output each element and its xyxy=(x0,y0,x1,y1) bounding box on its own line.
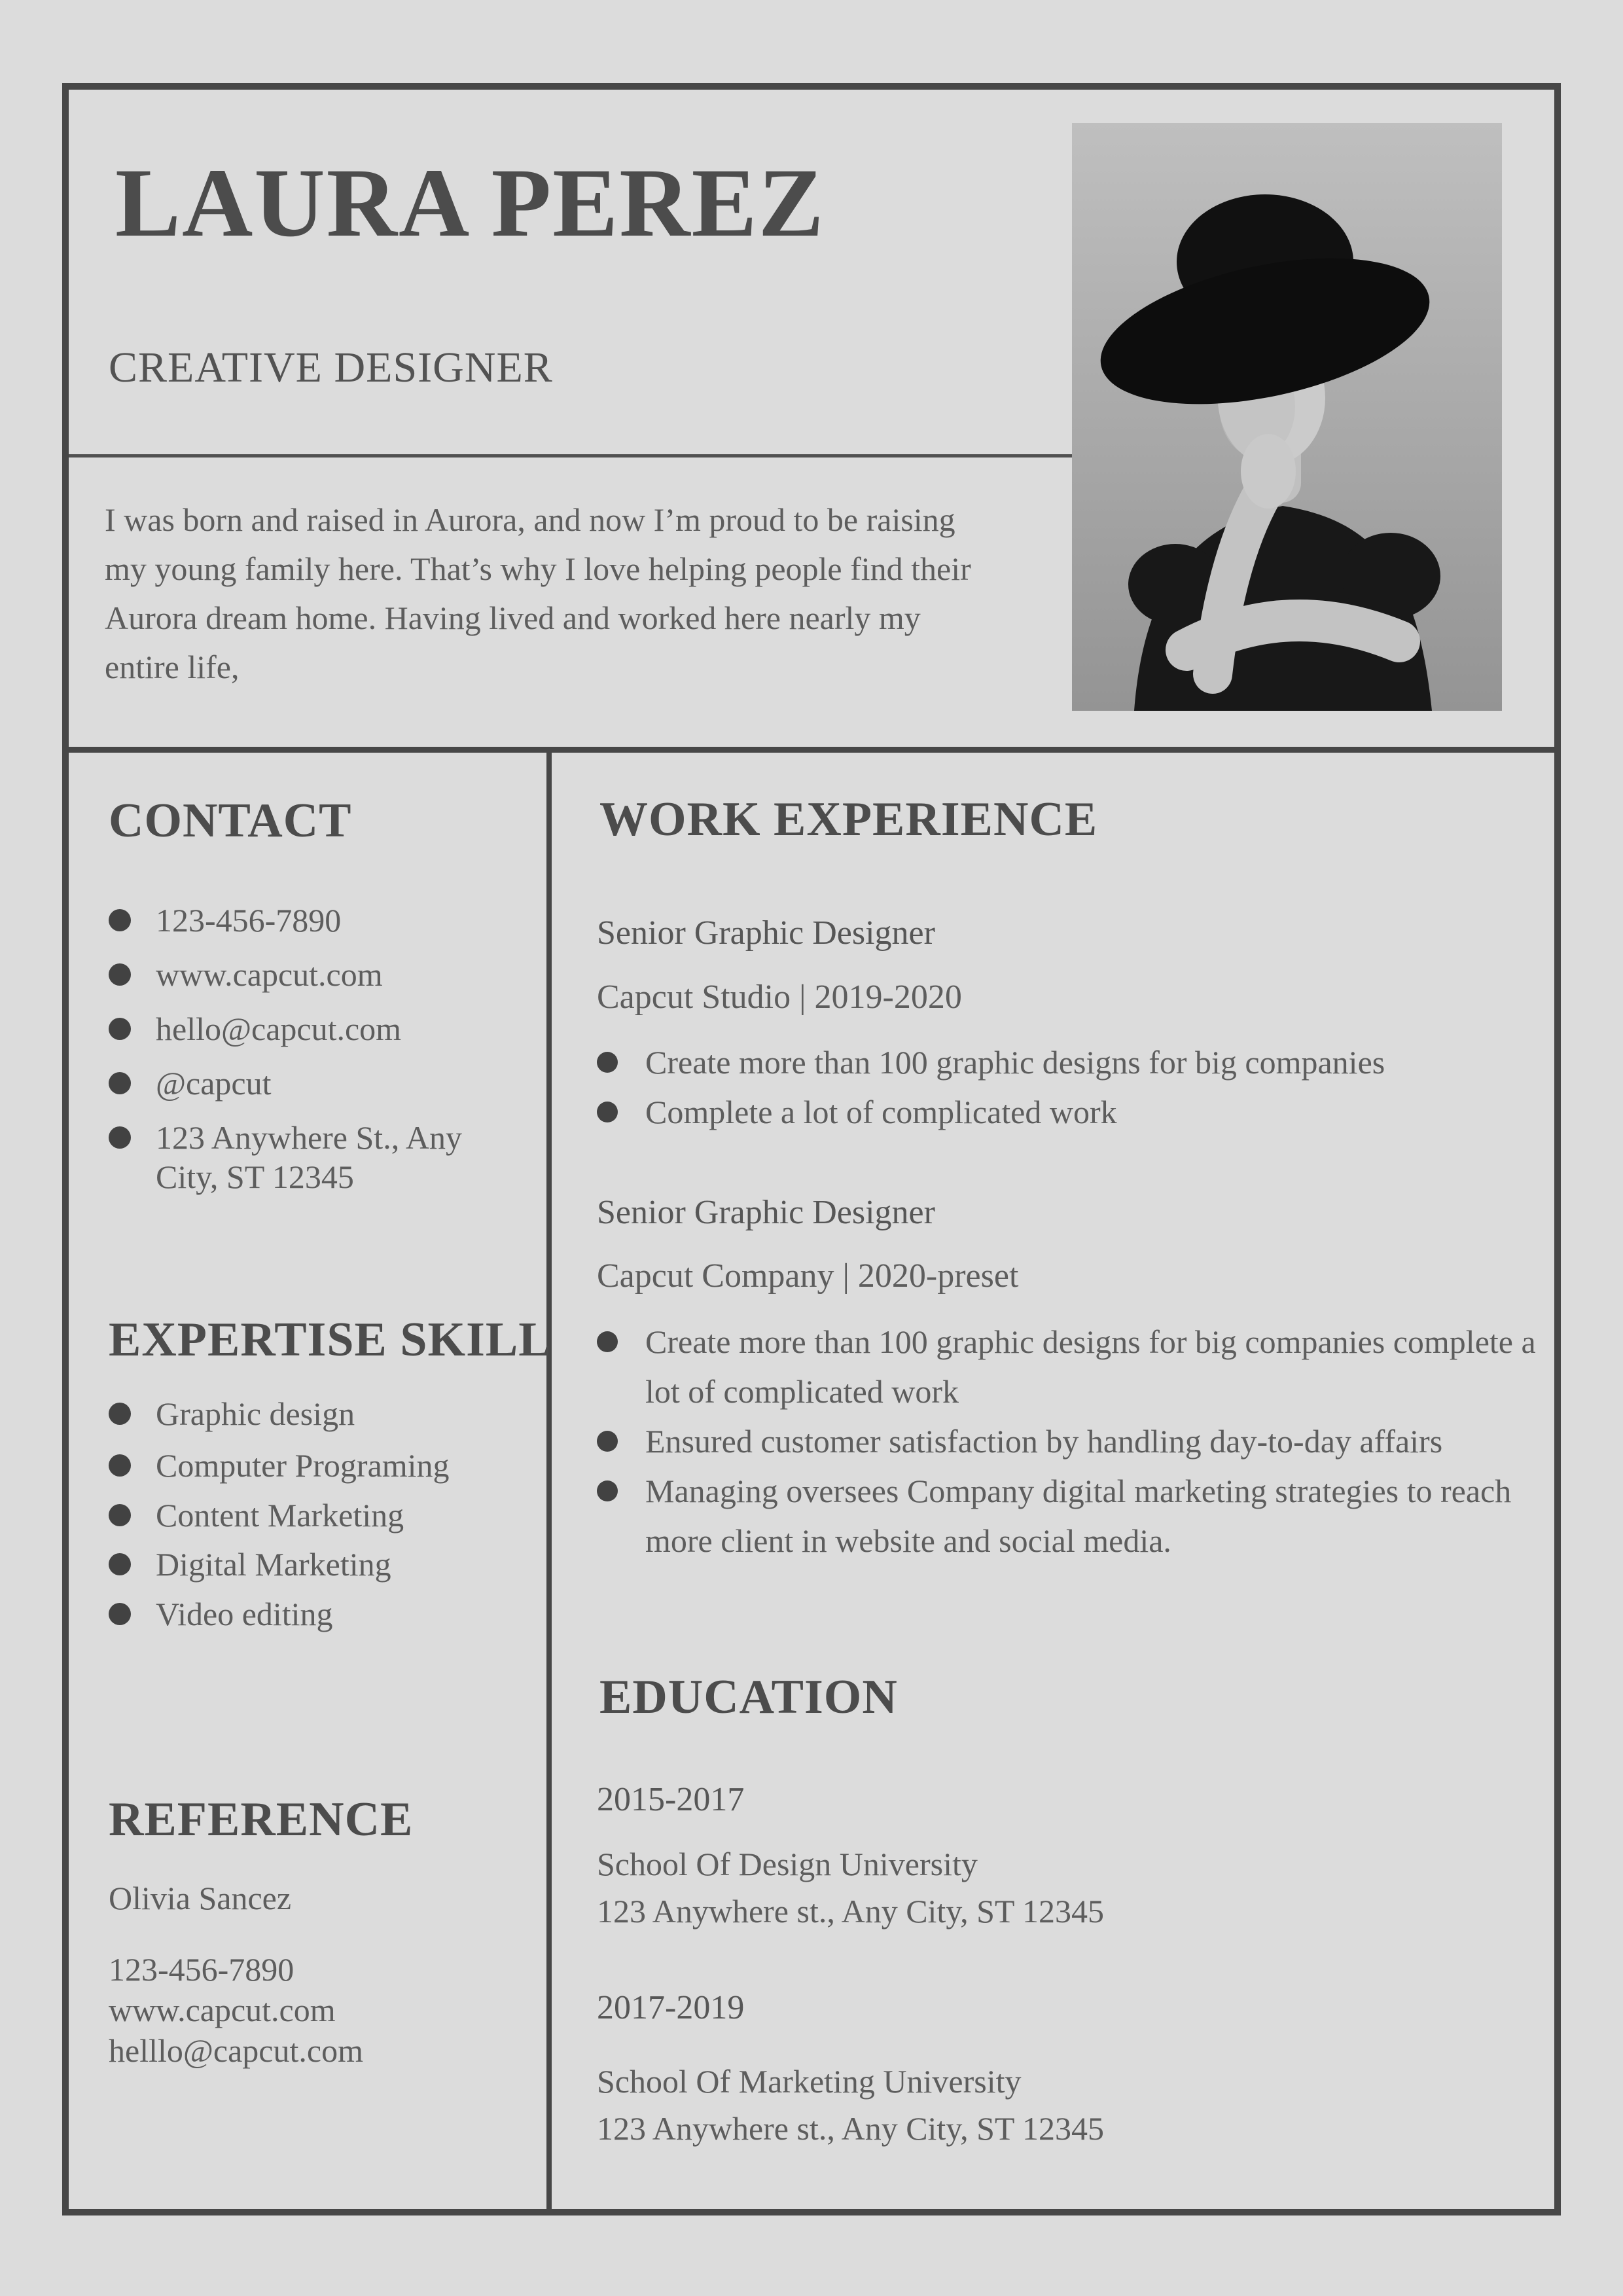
reference-email: helllo@capcut.com xyxy=(109,2032,363,2069)
reference-contact-block xyxy=(109,1949,363,2071)
skill-item-label: Computer Programing xyxy=(156,1447,450,1484)
contact-item-handle xyxy=(109,1064,272,1103)
job-bullet-text: Complete a lot of complicated work xyxy=(645,1094,1117,1130)
job-bullet-text: Create more than 100 graphic designs for big companies xyxy=(645,1044,1385,1081)
job-bullet-list xyxy=(597,1317,1539,1566)
skill-item-label: Video editing xyxy=(156,1596,333,1632)
skill-item xyxy=(109,1496,404,1535)
job-bullet xyxy=(597,1466,1539,1566)
column-divider xyxy=(546,753,552,2210)
education-entry xyxy=(597,1840,1533,1935)
bullet-icon xyxy=(597,1052,618,1073)
skill-item xyxy=(109,1446,450,1485)
work-experience-heading: WORK EXPERIENCE xyxy=(599,793,1098,846)
bullet-icon xyxy=(109,1126,131,1149)
job-meta: Capcut Studio | 2019-2020 xyxy=(597,978,962,1016)
bullet-icon xyxy=(109,909,131,931)
bullet-icon xyxy=(109,1504,131,1526)
bullet-icon xyxy=(109,1403,131,1425)
person-role: CREATIVE DESIGNER xyxy=(109,344,553,391)
header-title-divider xyxy=(69,454,1072,457)
bullet-icon xyxy=(109,963,131,986)
education-entry xyxy=(597,2058,1533,2152)
skill-item xyxy=(109,1594,333,1634)
reference-name: Olivia Sancez xyxy=(109,1880,292,1916)
contact-item-label: 123 Anywhere St., Any City, ST 12345 xyxy=(156,1119,463,1195)
bullet-icon xyxy=(109,1018,131,1040)
education-school: School Of Marketing University xyxy=(597,2063,1022,2100)
expertise-heading: EXPERTISE SKILL xyxy=(109,1313,552,1367)
reference-phone: 123-456-7890 xyxy=(109,1951,294,1988)
job-meta: Capcut Company | 2020-preset xyxy=(597,1257,1019,1295)
job-bullet xyxy=(597,1317,1539,1416)
contact-item-phone xyxy=(109,901,341,940)
bullet-icon xyxy=(597,1431,618,1452)
contact-item-label: hello@capcut.com xyxy=(156,1011,402,1047)
contact-item-email xyxy=(109,1009,401,1049)
education-address: 123 Anywhere st., Any City, ST 12345 xyxy=(597,1893,1105,1929)
job-title: Senior Graphic Designer xyxy=(597,914,935,952)
job-bullet xyxy=(597,1087,1539,1137)
education-years: 2015-2017 xyxy=(597,1781,745,1818)
header-body-divider xyxy=(62,747,1561,753)
contact-item-address xyxy=(109,1118,501,1196)
skill-item-label: Digital Marketing xyxy=(156,1546,391,1583)
education-heading: EDUCATION xyxy=(599,1670,898,1724)
job-bullet-text: Create more than 100 graphic designs for big companies complete a lot of complicated work xyxy=(645,1323,1536,1410)
job-title: Senior Graphic Designer xyxy=(597,1194,935,1231)
contact-item-label: www.capcut.com xyxy=(156,956,383,993)
bullet-icon xyxy=(109,1603,131,1625)
bullet-icon xyxy=(109,1454,131,1477)
skill-item-label: Graphic design xyxy=(156,1395,355,1432)
contact-item-website xyxy=(109,955,383,994)
contact-heading: CONTACT xyxy=(109,794,352,848)
job-bullet xyxy=(597,1037,1539,1087)
bullet-icon xyxy=(597,1331,618,1352)
person-name: LAURA PEREZ xyxy=(115,149,825,257)
contact-item-label: @capcut xyxy=(156,1065,272,1102)
reference-heading: REFERENCE xyxy=(109,1793,414,1846)
portrait-photo xyxy=(1072,123,1502,711)
skill-item xyxy=(109,1394,355,1433)
skill-item-label: Content Marketing xyxy=(156,1497,404,1534)
job-bullet-list xyxy=(597,1037,1539,1137)
job-bullet-text: Managing oversees Company digital marketing strategies to reach more client in website and social media. xyxy=(645,1473,1512,1559)
bullet-icon xyxy=(109,1553,131,1575)
bullet-icon xyxy=(109,1072,131,1094)
bullet-icon xyxy=(597,1480,618,1501)
job-bullet-text: Ensured customer satisfaction by handling day-to-day affairs xyxy=(645,1423,1443,1460)
education-years: 2017-2019 xyxy=(597,1989,745,2026)
education-address: 123 Anywhere st., Any City, ST 12345 xyxy=(597,2110,1105,2147)
education-school: School Of Design University xyxy=(597,1846,978,1882)
bullet-icon xyxy=(597,1102,618,1122)
contact-item-label: 123-456-7890 xyxy=(156,902,342,939)
job-bullet xyxy=(597,1416,1539,1466)
intro-paragraph: I was born and raised in Aurora, and now I’m proud to be raising my young family here. That’s why I love helping people find their Aurora dream home. Having lived and worked here nearly my entire life, xyxy=(105,501,971,685)
reference-website: www.capcut.com xyxy=(109,1992,336,2028)
skill-item xyxy=(109,1545,391,1584)
